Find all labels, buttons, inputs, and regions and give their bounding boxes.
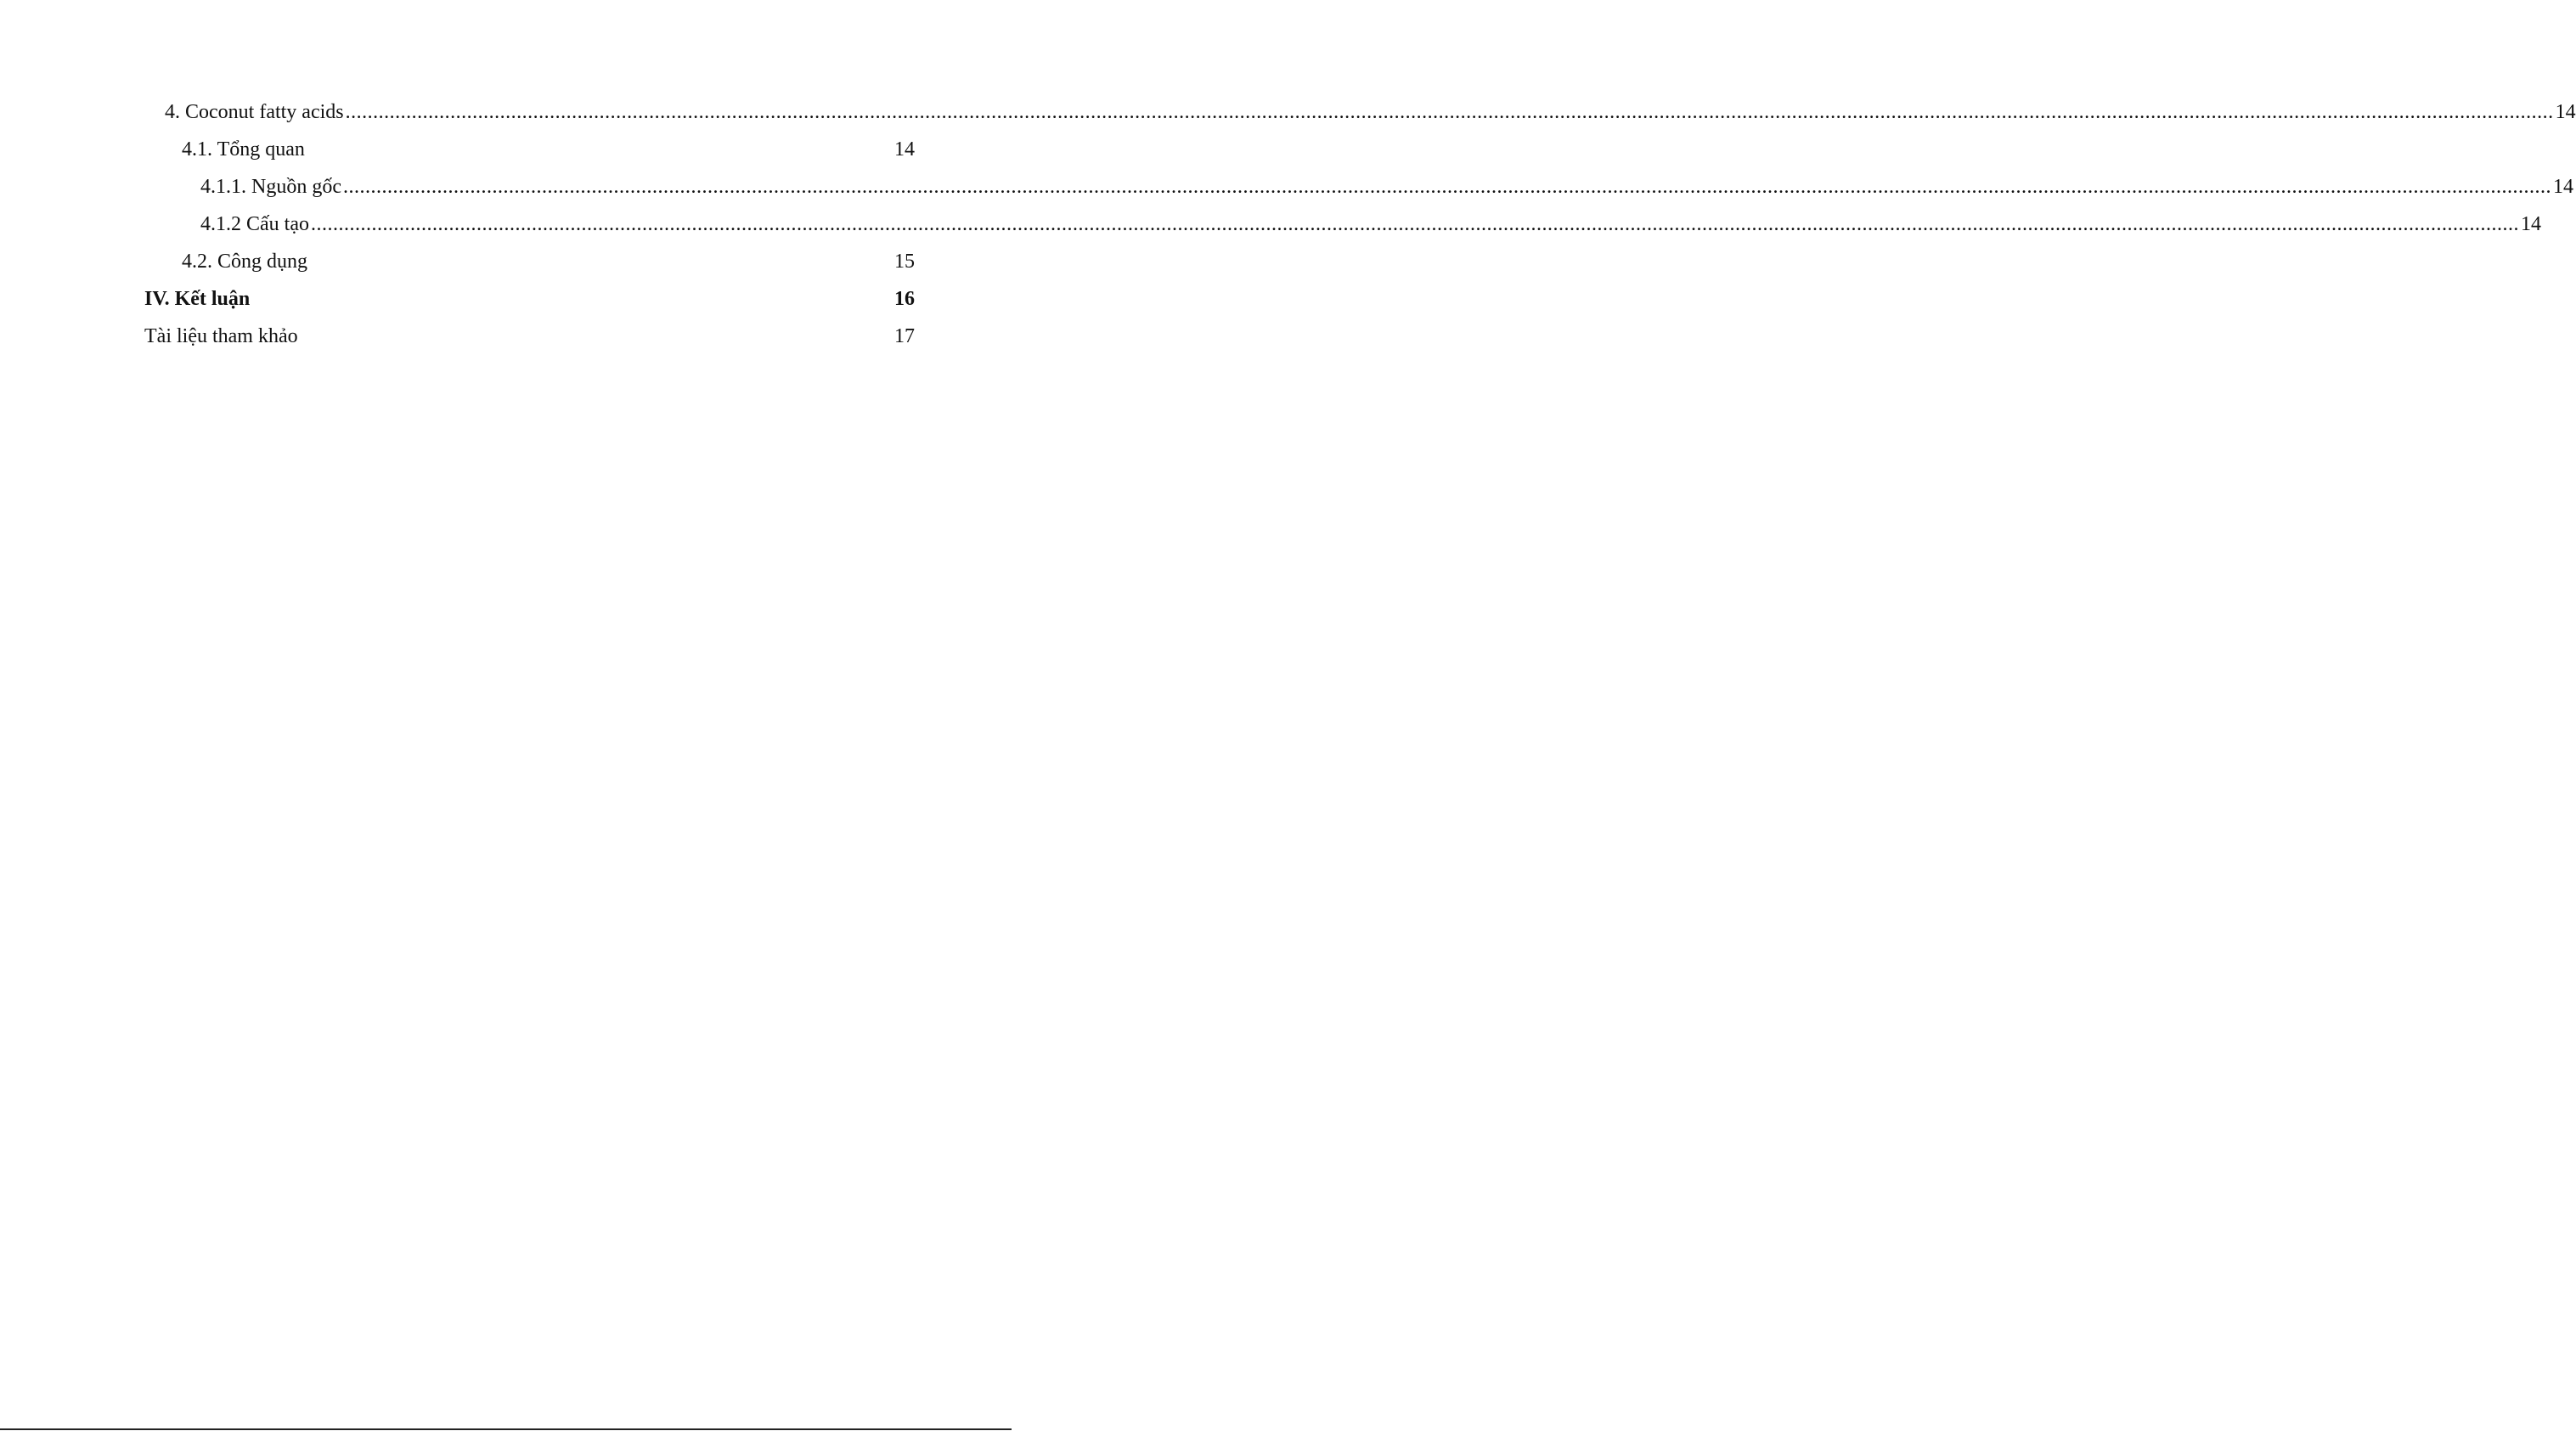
toc-entry-title: Tài liệu tham khảo bbox=[144, 325, 298, 347]
toc-entry-title: 4. Coconut fatty acids bbox=[165, 101, 344, 123]
toc-entry-tong-quan[interactable] bbox=[182, 133, 915, 162]
toc-page-number: 16 bbox=[894, 288, 915, 310]
toc-entry-coconut-fatty-acids[interactable] bbox=[165, 96, 2576, 125]
toc-page-number: 17 bbox=[894, 325, 915, 347]
toc-page-number: 14 bbox=[2555, 101, 2576, 123]
toc-entry-title: 4.1.2 Cấu tạo bbox=[200, 213, 309, 235]
toc-entry-tai-lieu-tham-khao[interactable] bbox=[144, 320, 915, 349]
toc-entry-nguon-goc[interactable] bbox=[200, 171, 2573, 200]
toc-entry-cong-dung[interactable] bbox=[182, 245, 915, 274]
toc-entry-title: 4.2. Công dụng bbox=[182, 251, 308, 273]
toc-entry-title: 4.1.1. Nguồn gốc bbox=[200, 176, 341, 198]
toc-page-number: 14 bbox=[894, 138, 915, 161]
toc-page-number: 15 bbox=[894, 251, 915, 273]
toc-dot-leader: ................................................................................................................................................................................................................................................................................................................................................................................................................ bbox=[310, 213, 2519, 235]
toc-page-number: 14 bbox=[2520, 213, 2541, 235]
toc-dot-leader: ................................................................................................................................................................................................................................................................................................................................................................................................................ bbox=[345, 101, 2554, 123]
toc-entry-title: 4.1. Tổng quan bbox=[182, 138, 305, 161]
toc-entry-cau-tao[interactable] bbox=[200, 208, 2541, 237]
toc-page-number: 14 bbox=[2552, 176, 2573, 198]
toc-entry-ket-luan[interactable] bbox=[144, 283, 915, 312]
page-bottom-edge bbox=[0, 1428, 1012, 1430]
toc-entry-title: IV. Kết luận bbox=[144, 288, 251, 310]
toc-dot-leader: ................................................................................................................................................................................................................................................................................................................................................................................................................ bbox=[342, 176, 2551, 198]
